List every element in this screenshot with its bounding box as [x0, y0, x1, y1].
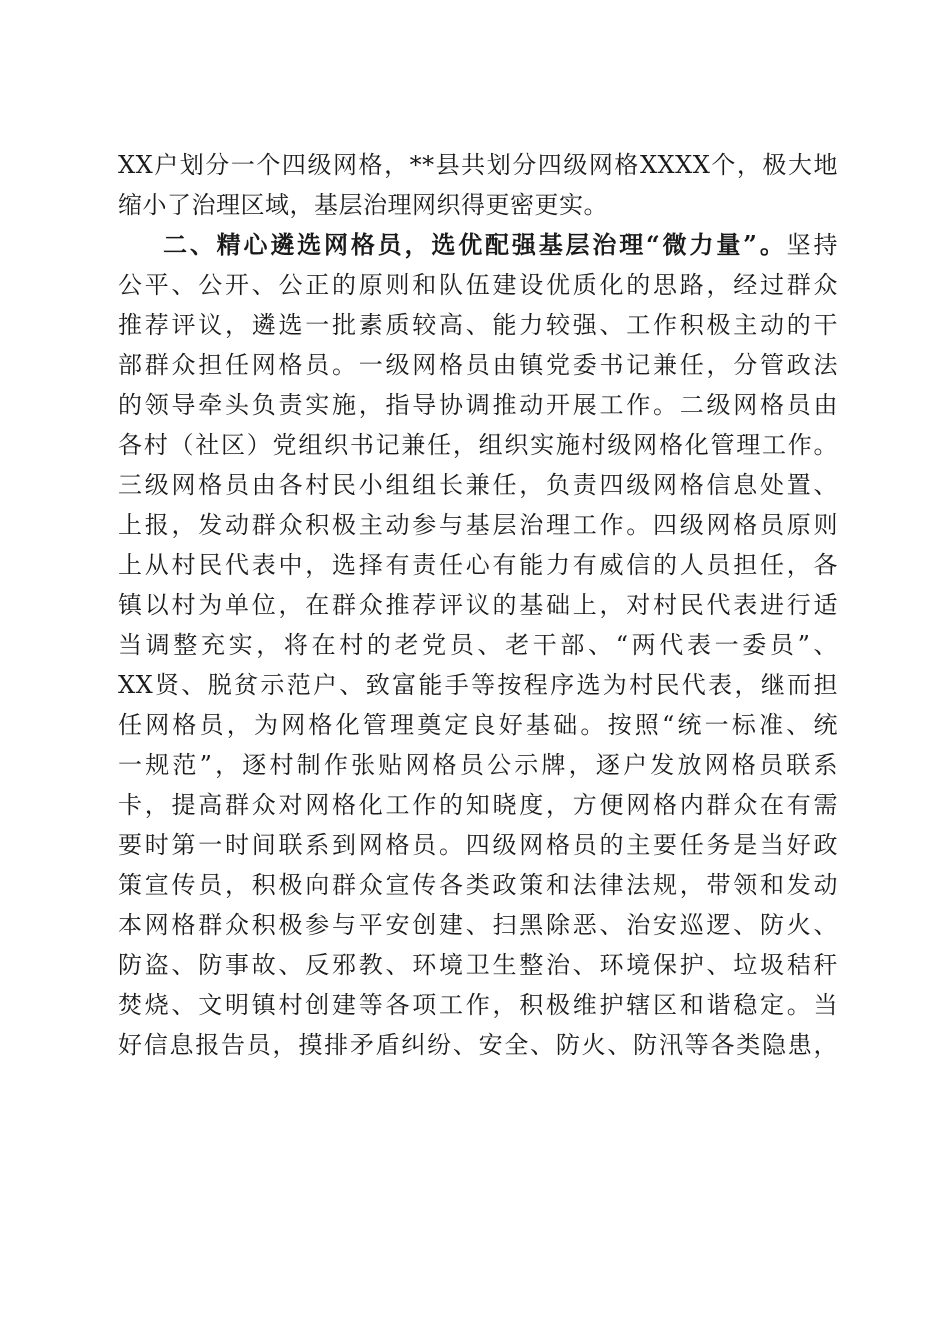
paragraph-line: 三级网格员由各村民小组组长兼任，负责四级网格信息处置、	[118, 471, 838, 499]
paragraph-line: XX贤、脱贫示范户、致富能手等按程序选为村民代表，继而担	[118, 671, 838, 699]
paragraph-line: 防盗、防事故、反邪教、环境卫生整治、环境保护、垃圾秸秆	[118, 951, 838, 979]
paragraph-line: 各村（社区）党组织书记兼任，组织实施村级网格化管理工作。	[118, 431, 838, 459]
paragraph-line: 好信息报告员，摸排矛盾纠纷、安全、防火、防汛等各类隐患，	[118, 1031, 838, 1059]
paragraph-line: 缩小了治理区域，基层治理网织得更密更实。	[118, 191, 608, 219]
paragraph-line: 当调整充实，将在村的老党员、老干部、“两代表一委员”、	[118, 631, 838, 659]
paragraph-line: 的领导牵头负责实施，指导协调推动开展工作。二级网格员由	[118, 391, 838, 419]
paragraph-line: 策宣传员，积极向群众宣传各类政策和法律法规，带领和发动	[118, 871, 838, 899]
paragraph-line: 部群众担任网格员。一级网格员由镇党委书记兼任，分管政法	[118, 351, 838, 379]
paragraph-line: 焚烧、文明镇村创建等各项工作，积极维护辖区和谐稳定。当	[118, 991, 838, 1019]
section-heading-line	[118, 225, 838, 265]
paragraph-line: 公平、公开、公正的原则和队伍建设优质化的思路，经过群众	[118, 271, 838, 299]
paragraph-line: 任网格员，为网格化管理奠定良好基础。按照“统一标准、统	[118, 711, 838, 739]
paragraph-text: 坚持	[786, 231, 839, 259]
document-body	[118, 145, 838, 1065]
paragraph-line: 本网格群众积极参与平安创建、扫黑除恶、治安巡逻、防火、	[118, 911, 838, 939]
paragraph-line: 上报，发动群众积极主动参与基层治理工作。四级网格员原则	[118, 511, 838, 539]
paragraph-line: 推荐评议，遴选一批素质较高、能力较强、工作积极主动的干	[118, 311, 838, 339]
paragraph-line: 上从村民代表中，选择有责任心有能力有威信的人员担任，各	[118, 551, 838, 579]
paragraph-line: XX户划分一个四级网格，**县共划分四级网格XXXX个，极大地	[118, 151, 838, 179]
paragraph-line: 一规范”，逐村制作张贴网格员公示牌，逐户发放网格员联系	[118, 751, 838, 779]
section-heading: 二、精心遴选网格员，选优配强基层治理“微力量”。	[163, 230, 787, 259]
paragraph-line: 要时第一时间联系到网格员。四级网格员的主要任务是当好政	[118, 831, 838, 859]
paragraph-line: 镇以村为单位，在群众推荐评议的基础上，对村民代表进行适	[118, 591, 838, 619]
paragraph-line: 卡，提高群众对网格化工作的知晓度，方便网格内群众在有需	[118, 791, 838, 819]
